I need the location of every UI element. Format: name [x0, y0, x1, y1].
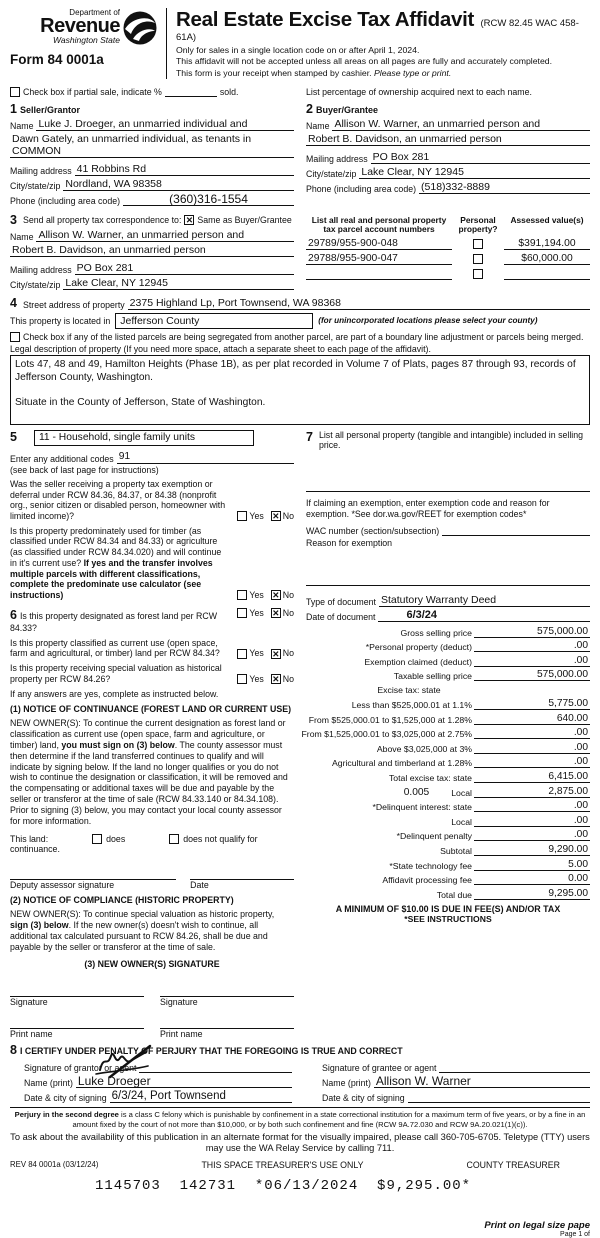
personal-property-intro: List all personal property (tangible and intangible) included in selling price. — [318, 429, 584, 450]
seller-grantor-title: Seller/Grantor — [19, 104, 80, 115]
personal-property-header: Personal property? — [458, 214, 498, 235]
same-as-buyer-checkbox[interactable]: ✕ — [185, 214, 193, 225]
notice-continuance-body: NEW OWNER(S): To continue the current designation as forest land or classification as current use (open space, farm and agriculture, or timber) land, you must sign on (3) below. The county assessor must then determine if the land transferred continues to qualify and will indicate by signing below. If the land no longer qualifies or you do not wish to continue the designation or classification, it will be removed and the compensating or additional taxes will be due and payable by the seller or transferor at the time of sale (RCW 84.33.140 or 84.34.108). Prior to signing (3) below, you may contact your local county assessor for more information. — [10, 717, 288, 827]
new-owner-signature-title: (3) NEW OWNER(S) SIGNATURE — [84, 959, 220, 970]
parcel-numbers-header: List all real and personal property tax parcel account numbers — [311, 214, 447, 235]
q2-yes-checkbox[interactable] — [237, 590, 247, 600]
tax-computation — [301, 625, 590, 900]
section-seller-grantor — [10, 102, 294, 206]
parcel-row — [306, 253, 590, 265]
q3-yes-checkbox[interactable] — [237, 608, 247, 618]
delinquent-interest-state-field[interactable]: .00 — [474, 800, 590, 812]
tax-row-label: Above $3,025,000 at 3% — [376, 743, 472, 754]
grantor-date-city-field[interactable]: 6/3/24, Port Townsend — [110, 1090, 292, 1103]
corr-mailing-label: Mailing address — [10, 264, 72, 275]
section-5-number: 5 — [10, 429, 17, 444]
grantee-signature-field[interactable] — [439, 1060, 590, 1073]
grantor-date-city-label: Date & city of signing — [24, 1093, 107, 1104]
partial-sale-percent-field[interactable] — [165, 85, 217, 97]
tax-row-label: Total due — [436, 889, 472, 900]
partial-sale-checkbox[interactable] — [10, 87, 20, 97]
tax-row-label: Less than $525,000.01 at 1.1% — [351, 700, 472, 711]
perjury-statement: Perjury in the second degree is a class C felony which is punishable by confinement in a state correctional institution for a maximum term of five years, or by a fine in an amount fixed by the court of not more than $10,000, or by both such confinement and fine (RCW 9A.72.030 and RCW 9A.20.021(1)(c)). — [10, 1107, 590, 1129]
tax-row-label: Taxable selling price — [393, 671, 472, 682]
buyer-name-label: Name — [306, 120, 330, 131]
header-note-3: This form is your receipt when stamped by cashier. Please type or print. — [176, 68, 452, 79]
state-technology-fee-field[interactable]: 5.00 — [474, 859, 590, 871]
historical-property-question: Is this property receiving special valuation as historical property per RCW 84.26? Yes ✕ No — [10, 663, 294, 685]
parcel-table — [306, 213, 590, 290]
section-6-number: 6 — [10, 607, 17, 622]
local-tax-field[interactable]: 2,875.00 — [474, 786, 590, 798]
continuance-label: continuance. — [10, 844, 60, 855]
section-buyer-grantee — [306, 102, 590, 206]
left-column — [10, 430, 294, 1040]
q4-yes-checkbox[interactable] — [237, 649, 247, 659]
tax-row-label: From $525,000.01 to $1,525,000 at 1.28% — [308, 714, 472, 725]
form-number: Form 84 0001a — [10, 52, 104, 67]
segregated-label: Check box if any of the listed parcels are being segregated from another parcel, are part of a boundary line adjustment or parcels being merged. — [23, 331, 584, 342]
gross-selling-price-field[interactable]: 575,000.00 — [474, 626, 590, 638]
land-does-qualify-checkbox[interactable] — [92, 834, 102, 844]
agricultural-timberland-field[interactable]: .00 — [474, 756, 590, 768]
land-use-code-select[interactable]: 11 - Household, single family units — [34, 430, 254, 446]
corr-name-field-2[interactable]: Robert B. Davidson, an unmarried person — [10, 244, 294, 257]
local-rate-value: 0.005 — [403, 786, 430, 798]
title-rcw-reference: (RCW 82.45 WAC 458-61A) — [176, 18, 579, 43]
tax-row-label: Affidavit processing fee — [382, 875, 472, 886]
dept-of-label: Department of — [69, 8, 120, 17]
parcel-number-field[interactable]: 29789/955-900-048 — [306, 238, 452, 250]
doc-type-field[interactable]: Statutory Warranty Deed — [379, 594, 590, 607]
county-treasurer-label: COUNTY TREASURER — [466, 1159, 560, 1170]
page-number: Page 1 of — [560, 1230, 590, 1238]
tax-row-label: Total excise tax: state — [388, 773, 472, 783]
notice-compliance-title: (2) NOTICE OF COMPLIANCE (HISTORIC PROPERTY) — [10, 895, 234, 906]
minimum-fee-note: A MINIMUM OF $10.00 IS DUE IN FEE(S) AND/OR TAX — [335, 903, 561, 914]
notice-continuance-title: (1) NOTICE OF CONTINUANCE (FOREST LAND OR CURRENT USE) — [10, 703, 292, 714]
header-note-1: Only for sales in a single location code on or after April 1, 2024. — [176, 44, 420, 55]
seller-phone-label: Phone (including area code) — [10, 195, 121, 206]
doc-type-label: Type of document — [306, 596, 376, 607]
q2-no-checkbox[interactable]: ✕ — [272, 590, 280, 601]
signature-label: Signature — [160, 997, 198, 1008]
answers-yes-instruction: If any answers are yes, complete as instructed below. — [10, 688, 219, 699]
total-excise-state-field[interactable]: 6,415.00 — [474, 771, 590, 783]
buyer-grantee-title: Buyer/Grantee — [315, 104, 378, 115]
reason-exemption-field[interactable] — [306, 574, 590, 586]
parcel-number-field[interactable] — [306, 268, 452, 280]
section-property — [10, 296, 590, 425]
legal-description-text-1: Lots 47, 48 and 49, Hamilton Heights (Phase 1B), as per plat recorded in Volume 7 of Plats, pages 87 through 93, records of Jefferson County, Washington. — [15, 358, 576, 384]
personal-property-checkbox[interactable] — [473, 269, 483, 279]
grantee-name-print-field[interactable]: Allison W. Warner — [374, 1075, 590, 1088]
deputy-assessor-signature-label: Deputy assessor signature — [10, 880, 115, 891]
header-note-2: This affidavit will not be accepted unless all areas on all pages are fully and accurately completed. — [176, 56, 553, 67]
tax-row-label: *Delinquent penalty — [396, 831, 472, 842]
right-column — [301, 429, 590, 1040]
personal-property-checkbox[interactable] — [473, 239, 483, 249]
corr-city-label: City/state/zip — [10, 279, 61, 290]
instructions-note: (see back of last page for instructions) — [10, 464, 159, 475]
tax-row-label: *Delinquent interest: state — [372, 802, 472, 813]
corr-name-field[interactable]: Allison W. Warner, an unmarried person and — [36, 229, 294, 242]
legal-description-field[interactable] — [10, 355, 590, 425]
tax-row-label: *State technology fee — [389, 860, 472, 871]
section-4-number: 4 — [10, 295, 17, 310]
buyer-phone-label: Phone (including area code) — [306, 183, 417, 194]
legal-description-text-2: Situate in the County of Jefferson, State of Washington. — [15, 397, 266, 409]
parcel-row — [306, 268, 590, 280]
tax-row-label: Exemption claimed (deduct) — [364, 656, 472, 667]
corr-mailing-field[interactable]: PO Box 281 — [75, 262, 294, 275]
q4-no-checkbox[interactable]: ✕ — [272, 648, 280, 659]
tax-row-label: Local — [451, 816, 472, 827]
tax-row-label: Gross selling price — [400, 627, 472, 638]
q1-no-checkbox[interactable]: ✕ — [272, 511, 280, 522]
tier1-tax-field[interactable]: 5,775.00 — [474, 698, 590, 710]
personal-property-field[interactable] — [306, 480, 590, 492]
additional-codes-field[interactable]: 91 — [117, 451, 294, 464]
print-legal-size-note: Print on legal size pape — [484, 1219, 590, 1231]
section-2-number: 2 — [306, 101, 313, 116]
tax-row-label: Subtotal — [440, 845, 472, 856]
buyer-phone-field[interactable]: (518)332-8889 — [419, 181, 590, 194]
parcel-number-field[interactable]: 29788/955-900-047 — [306, 253, 452, 265]
buyer-mailing-field[interactable]: PO Box 281 — [371, 151, 590, 164]
grantor-signature-label: Signature of grantor or agent — [24, 1063, 137, 1074]
corr-city-field[interactable]: Lake Clear, NY 12945 — [63, 277, 294, 290]
wac-number-label: WAC number (section/subsection) — [306, 525, 440, 536]
grantor-signature-field[interactable] — [139, 1060, 292, 1073]
notice-compliance-body: NEW OWNER(S): To continue special valuation as historic property, sign (3) below. If the new owner(s) doesn't wish to continue, all additional tax calculated pursuant to RCW 84.26, shall be due and payable by the seller or transferor at the time of sale. — [10, 909, 275, 953]
tier3-tax-field[interactable]: .00 — [474, 727, 590, 739]
buyer-mailing-label: Mailing address — [306, 153, 368, 164]
treasurer-use-label: THIS SPACE TREASURER'S USE ONLY — [201, 1159, 364, 1170]
section-land-use — [10, 430, 294, 446]
seller-mailing-label: Mailing address — [10, 165, 72, 176]
revision-number: REV 84 0001a (03/12/24) — [10, 1159, 99, 1169]
buyer-name-field-2[interactable]: Robert B. Davidson, an unmarried person — [306, 133, 590, 146]
doc-date-field[interactable]: 6/3/24 — [378, 609, 590, 622]
new-owner-print-name-field-1[interactable] — [10, 1017, 144, 1029]
treasurer-stamp: 1145703 142731 *06/13/2024 $9,295.00* — [95, 1177, 472, 1194]
subtotal-field[interactable]: 9,290.00 — [474, 844, 590, 856]
grantee-date-city-label: Date & city of signing — [322, 1093, 405, 1104]
located-in-label: This property is located in — [10, 315, 111, 326]
taxable-selling-price-field[interactable]: 575,000.00 — [474, 669, 590, 681]
county-select[interactable]: Jefferson County — [115, 313, 313, 329]
personal-property-deduct-field[interactable]: .00 — [474, 640, 590, 652]
q5-no-checkbox[interactable]: ✕ — [272, 674, 280, 685]
seller-city-field[interactable]: Nordland, WA 98358 — [63, 178, 294, 191]
new-owner-print-name-field-2[interactable] — [160, 1017, 294, 1029]
sold-label: sold. — [219, 86, 239, 97]
does-not-label: does not qualify for — [183, 834, 258, 845]
tax-row-label: *Personal property (deduct) — [365, 642, 472, 653]
grantee-name-print-label: Name (print) — [322, 1078, 371, 1089]
this-land-label: This land: — [10, 834, 49, 845]
seller-name-label: Name — [10, 120, 34, 131]
doc-date-label: Date of document — [306, 611, 376, 622]
does-label: does — [106, 834, 126, 845]
total-due-field[interactable]: 9,295.00 — [474, 888, 590, 900]
parcel-row — [306, 238, 590, 250]
reason-exemption-label: Reason for exemption — [306, 537, 393, 548]
personal-property-checkbox[interactable] — [473, 254, 483, 264]
excise-tax-state-heading: Excise tax: state — [377, 685, 441, 696]
deputy-assessor-signature-field[interactable] — [10, 868, 176, 880]
q3-no-checkbox[interactable]: ✕ — [272, 608, 280, 619]
q1-yes-checkbox[interactable] — [237, 511, 247, 521]
grantor-name-print-label: Name (print) — [24, 1078, 73, 1089]
current-use-question: Is this property classified as current use (open space, farm and agricultural, or timber) land per RCW 84.34? Yes ✕ No — [10, 637, 294, 659]
additional-codes-label: Enter any additional codes — [10, 453, 114, 464]
deputy-date-field[interactable] — [190, 868, 294, 880]
grantor-name-print-field[interactable]: Luke Droeger — [76, 1075, 292, 1088]
grantor-signature-block — [10, 1058, 292, 1103]
revenue-label: Revenue — [40, 15, 120, 37]
seller-name-field-2[interactable]: Dawn Gately, an unmarried individual, as tenants in COMMON — [10, 133, 294, 158]
segregated-checkbox[interactable] — [10, 332, 20, 342]
section-3-number: 3 — [10, 212, 17, 227]
tax-row-label: Agricultural and timberland at 1.28% — [331, 758, 472, 769]
assessed-value-field[interactable]: $391,194.00 — [504, 238, 590, 250]
tier4-tax-field[interactable]: .00 — [474, 742, 590, 754]
seller-mailing-field[interactable]: 41 Robbins Rd — [75, 163, 294, 176]
section-personal-property — [306, 430, 590, 450]
assessed-value-field[interactable] — [504, 268, 590, 280]
section-tax-correspondence — [10, 213, 294, 290]
new-owner-signature-field-1[interactable] — [10, 985, 144, 997]
q5-yes-checkbox[interactable] — [237, 674, 247, 684]
section-certification — [10, 1043, 590, 1103]
grantee-date-city-field[interactable] — [408, 1090, 590, 1103]
assessed-value-field[interactable]: $60,000.00 — [504, 253, 590, 265]
ownership-note: List percentage of ownership acquired next to each name. — [306, 86, 532, 97]
page-title: Real Estate Excise Tax Affidavit — [176, 8, 475, 31]
section-7-number: 7 — [306, 429, 313, 444]
see-instructions-note: *SEE INSTRUCTIONS — [404, 913, 492, 924]
tax-row-label: Local — [451, 787, 472, 798]
seller-city-label: City/state/zip — [10, 180, 61, 191]
delinquent-penalty-field[interactable]: .00 — [474, 829, 590, 841]
buyer-name-field[interactable]: Allison W. Warner, an unmarried person and — [332, 118, 590, 131]
wac-number-field[interactable] — [442, 523, 590, 536]
form-header — [10, 8, 590, 79]
correspondence-intro: Send all property tax correspondence to: — [22, 214, 182, 225]
grantee-signature-block — [308, 1058, 590, 1103]
delinquent-interest-local-field[interactable]: .00 — [474, 815, 590, 827]
section-8-number: 8 — [10, 1043, 17, 1058]
exemption-deferral-question: Was the seller receiving a property tax exemption or deferral under RCW 84.36, 84.37, or 84.38 (nonprofit org., senior citizen or disabled person, homeowner with limited income)? Yes ✕ No — [10, 478, 294, 522]
exemption-note: If claiming an exemption, enter exemption code and reason for exemption. *See dor.wa.gov/REET for exemption codes* — [306, 497, 550, 520]
street-address-label: Street address of property — [22, 299, 125, 310]
tax-row-label: From $1,525,000.01 to $3,025,000 at 2.75% — [301, 729, 472, 740]
alternate-format-note: To ask about the availability of this publication in an alternate format for the visually impaired, please call 360-705-6705. Teletype (TTY) users may use the WA Relay Service by calling 711. — [10, 1132, 590, 1153]
buyer-city-label: City/state/zip — [306, 168, 357, 179]
partial-sale-label: Check box if partial sale, indicate % — [23, 86, 162, 97]
print-name-label: Print name — [160, 1029, 203, 1040]
new-owner-signature-field-2[interactable] — [160, 985, 294, 997]
corr-name-label: Name — [10, 231, 34, 242]
washington-state-label: Washington State — [53, 35, 120, 45]
dor-brand — [10, 8, 158, 79]
forest-land-question: 6 Is this property designated as forest land per RCW 84.33? Yes ✕ No — [10, 607, 294, 633]
tier2-tax-field[interactable]: 640.00 — [474, 713, 590, 725]
certify-statement: I CERTIFY UNDER PENALTY OF PERJURY THAT THE FOREGOING IS TRUE AND CORRECT — [19, 1046, 403, 1057]
seller-name-field[interactable]: Luke J. Droeger, an unmarried individual and — [36, 118, 294, 131]
grantee-signature-label: Signature of grantee or agent — [322, 1063, 437, 1074]
affidavit-processing-fee-field[interactable]: 0.00 — [474, 873, 590, 885]
located-note: (for unincorporated locations please select your county) — [318, 316, 538, 326]
assessed-values-header: Assessed value(s) — [510, 214, 584, 225]
same-as-buyer-label: Same as Buyer/Grantee — [197, 214, 292, 225]
exemption-claimed-field[interactable]: .00 — [474, 655, 590, 667]
dor-swirl-logo-icon — [122, 10, 158, 46]
land-does-not-qualify-checkbox[interactable] — [169, 834, 179, 844]
deputy-date-label: Date — [190, 880, 209, 891]
street-address-field[interactable]: 2375 Highland Lp, Port Townsend, WA 98368 — [128, 297, 590, 310]
signature-label: Signature — [10, 997, 48, 1008]
section-1-number: 1 — [10, 101, 17, 116]
timber-agriculture-question: Is this property predominately used for timber (as classified under RCW 84.34 and 84.33) or agriculture (as classified under RCW 84.34.020) and will continue in it's current use? If yes and the transfer involves multiple parcels with different classifications, complete the predominate use calculator (see instructions) Yes ✕ No — [10, 525, 294, 601]
seller-phone-field[interactable]: (360)316-1554 — [123, 193, 294, 206]
legal-description-label: Legal description of property (If you need more space, attach a separate sheet to each page of the affidavit). — [10, 343, 431, 354]
buyer-city-field[interactable]: Lake Clear, NY 12945 — [359, 166, 590, 179]
print-name-label: Print name — [10, 1029, 53, 1040]
